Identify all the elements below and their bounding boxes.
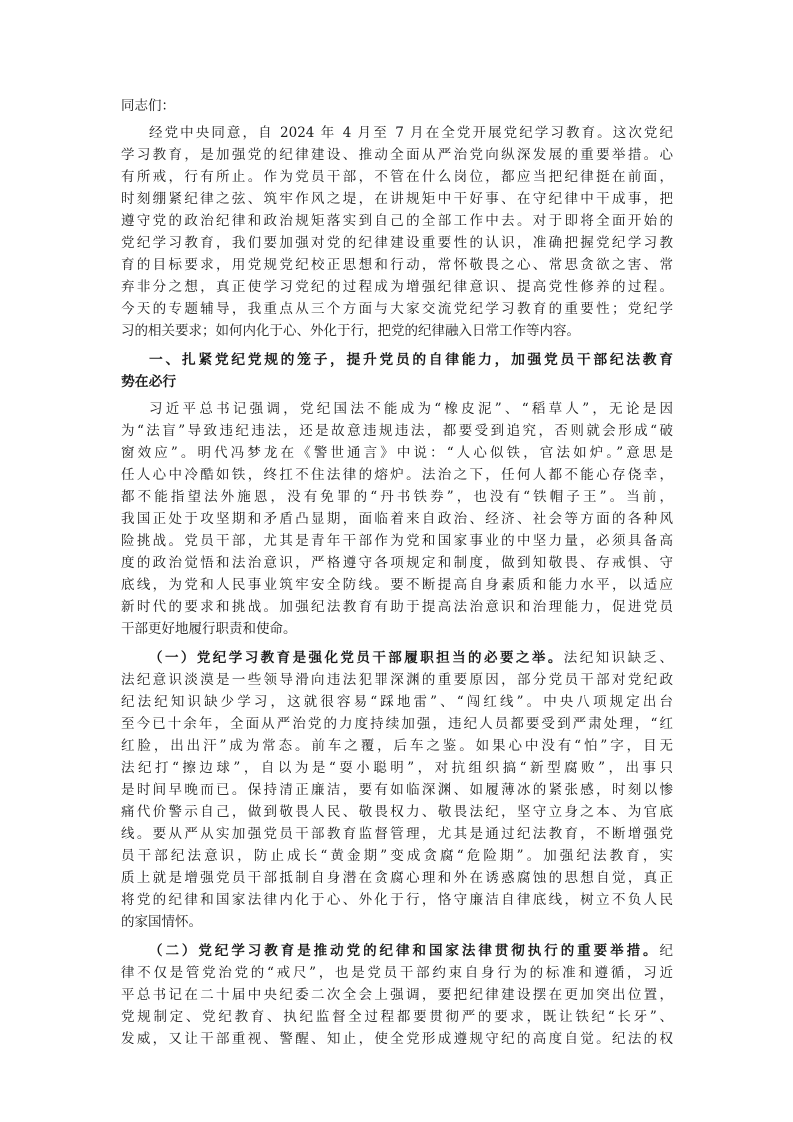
paragraph-line: 党规制定、党纪教育、执纪监督全过程都要贯彻严的要求，既让铁纪“长牙”、	[121, 1009, 673, 1025]
subsection-1	[121, 647, 673, 933]
subsection-1-title: （一）党纪学习教育是强化党员干部履职担当的必要之举。	[149, 650, 564, 666]
paragraph-line: 法纪意识淡漠是一些领导滑向违法犯罪深渊的重要原因，部分党员干部对党纪政	[121, 672, 673, 688]
subsection-2-title: （二）党纪学习教育是推动党的纪律和国家法律贯彻执行的重要举措。	[149, 943, 660, 959]
paragraph-line: 都不能指望法外施恩，没有免罪的“丹书铁券”，也没有“铁帽子王”。当前，	[121, 489, 673, 505]
section-heading-1	[121, 349, 673, 393]
paragraph-line: 是时间早晚而已。保持清正廉洁，要有如临深渊、如履薄冰的紧张感，时刻以惨	[121, 782, 673, 798]
paragraph-line: 员干部纪法意识，防止成长“黄金期”变成贪腐“危险期”。加强纪法教育，实	[121, 848, 673, 864]
heading-line: 势在必行	[121, 374, 177, 390]
subsection-lead-line	[121, 647, 673, 669]
paragraph-line: 将党的纪律和国家法律内化于心、外化于行，恪守廉洁自律底线，树立不负人民	[121, 892, 673, 908]
paragraph-line: 痛代价警示自己，做到敬畏人民、敬畏权力、敬畏法纪，坚守立身之本、为官底	[121, 804, 673, 820]
paragraph-line: 新时代的要求和挑战。加强纪法教育有助于提高法治意识和治理能力，促进党员	[121, 599, 673, 615]
paragraph-line: 法纪打“擦边球”，自以为是“耍小聪明”，对抗组织搞“新型腐败”，出事只	[121, 760, 673, 776]
paragraph-line: 红脸，出出汗”成为常态。前车之覆，后车之鉴。如果心中没有“怕”字，目无	[121, 738, 673, 754]
paragraph-line: 今天的专题辅导，我重点从三个方面与大家交流党纪学习教育的重要性；党纪学	[121, 301, 673, 317]
paragraph-line: 险挑战。党员干部，尤其是青年干部作为党和国家事业的中坚力量，必须具备高	[121, 533, 673, 549]
paragraph-line: 弃非分之想，真正使学习党纪的过程成为增强纪律意识、提高党性修养的过程。	[121, 279, 673, 295]
paragraph-line: 学习教育，是加强党的纪律建设、推动全面从严治党向纵深发展的重要举措。心	[121, 147, 673, 163]
paragraph-line: 线。要从严从实加强党员干部教育监督管理，尤其是通过纪法教育，不断增强党	[121, 826, 673, 842]
paragraph-line: 时刻绷紧纪律之弦、筑牢作风之堤，在讲规矩中干好事、在守纪律中干成事，把	[121, 191, 673, 207]
paragraph-discipline	[121, 398, 673, 640]
paragraph-line: 干部更好地履行职责和使命。	[121, 621, 297, 637]
paragraph-line: 任人心中冷酷如铁，终扛不住法律的熔炉。法治之下，任何人都不能心存侥幸，	[121, 467, 673, 483]
paragraph-line: 的家国情怀。	[121, 914, 202, 930]
paragraph-line: 底线，为党和人民事业筑牢安全防线。要不断提高自身素质和能力水平，以适应	[121, 577, 673, 593]
paragraph-line: 平总书记在二十届中央纪委二次全会上强调，要把纪律建设摆在更加突出位置，	[121, 987, 673, 1003]
paragraph-line: 发威，又让干部重视、警醒、知止，使全党形成遵规守纪的高度自觉。纪法的权	[121, 1031, 673, 1047]
paragraph-line: 遵守党的政治纪律和政治规矩落实到自己的全部工作中去。对于即将全面开始的	[121, 213, 673, 229]
paragraph-line: 律不仅是管党治党的“戒尺”，也是党员干部约束自身行为的标准和遵循，习近	[121, 965, 673, 981]
paragraph-line: 为“法盲”导致违纪违法，还是故意违规违法，都要受到追究，否则就会形成“破	[121, 423, 673, 439]
paragraph-line: 度的政治觉悟和法治意识，严格遵守各项规定和制度，做到知敬畏、存戒惧、守	[121, 555, 673, 571]
subsection-2	[121, 940, 673, 1050]
paragraph-line: 有所戒，行有所止。作为党员干部，不管在什么岗位，都应当把纪律挺在前面，	[121, 169, 673, 185]
subsection-2-lead-text: 纪	[659, 943, 673, 959]
paragraph-line: 我国正处于攻坚期和矛盾凸显期，面临着来自政治、经济、社会等方面的各种风	[121, 511, 673, 527]
heading-line: 一、扎紧党纪党规的笼子，提升党员的自律能力，加强党员干部纪法教育	[149, 352, 673, 368]
paragraph-line: 窗效应”。明代冯梦龙在《警世通言》中说：“人心似铁，官法如炉。”意思是	[121, 445, 673, 461]
paragraph-line: 党纪学习教育，我们要加强对党的纪律建设重要性的认识，准确把握党纪学习教	[121, 235, 673, 251]
document-body	[121, 95, 673, 1050]
paragraph-line: 至今已十余年，全面从严治党的力度持续加强，违纪人员都要受到严肃处理，“红	[121, 716, 673, 732]
paragraph-line: 质上就是增强党员干部抵制自身潜在贪腐心理和外在诱惑腐蚀的思想自觉，真正	[121, 870, 673, 886]
salutation: 同志们：	[121, 98, 175, 114]
paragraph-line: 习的相关要求；如何内化于心、外化于行，把党的纪律融入日常工作等内容。	[121, 323, 580, 339]
subsection-lead-line	[121, 940, 673, 962]
paragraph-line: 育的目标要求，用党规党纪校正思想和行动，常怀敬畏之心、常思贪欲之害、常	[121, 257, 673, 273]
paragraph-line: 经党中央同意，自 2024 年 4 月至 7 月在全党开展党纪学习教育。这次党纪	[149, 125, 673, 141]
paragraph-intro	[121, 122, 673, 342]
paragraph-line: 习近平总书记强调，党纪国法不能成为“橡皮泥”、“稻草人”，无论是因	[149, 401, 673, 417]
subsection-1-lead-text: 法纪知识缺乏、	[563, 650, 673, 666]
paragraph-line: 纪法纪知识缺少学习，这就很容易“踩地雷”、“闯红线”。中央八项规定出台	[121, 694, 673, 710]
